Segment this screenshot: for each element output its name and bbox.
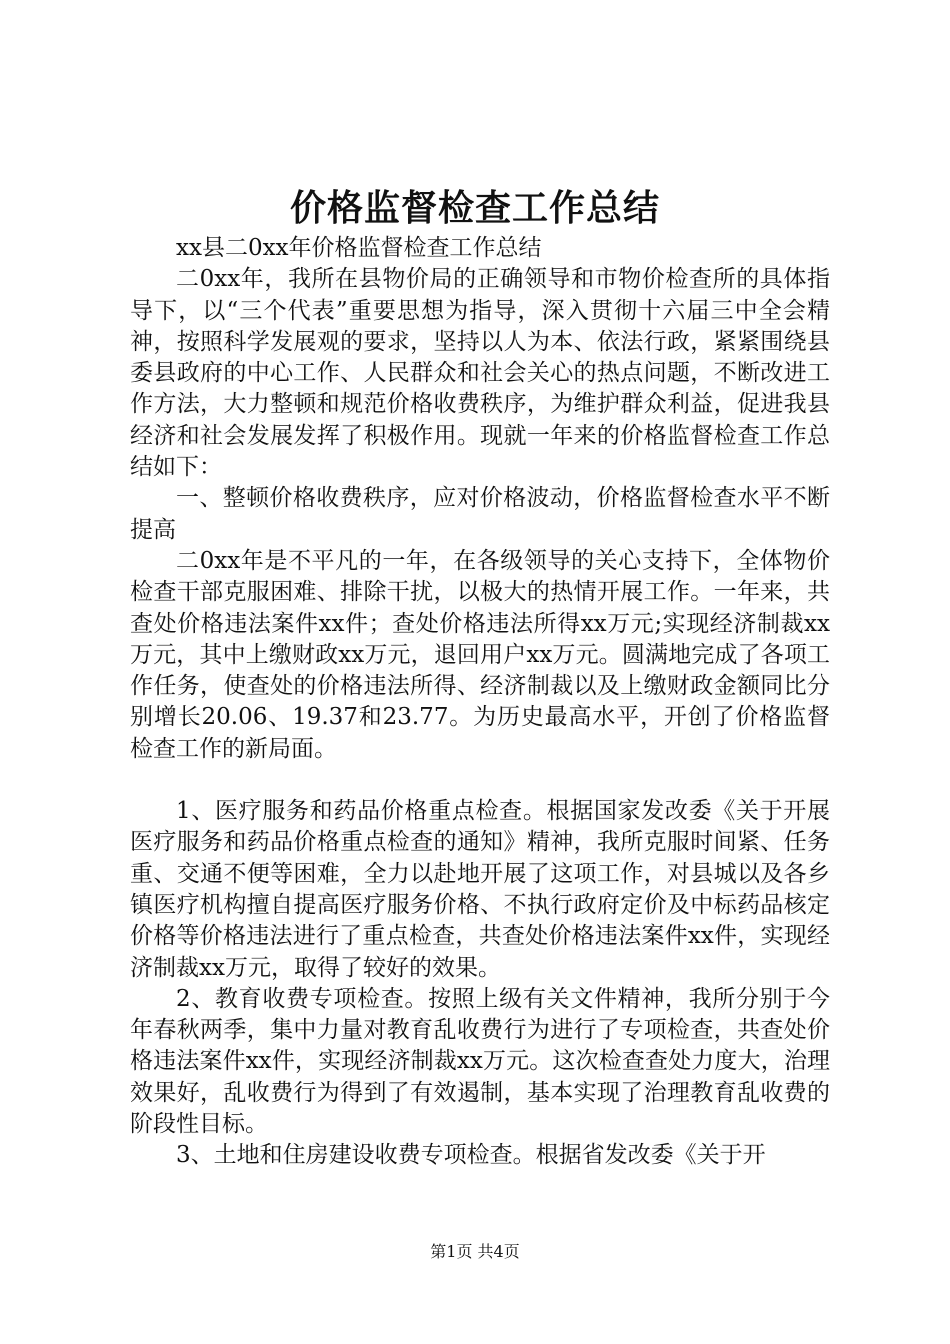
section-heading: 一、整顿价格收费秩序，应对价格波动，价格监督检查水平不断提高 (130, 485, 830, 543)
summary-paragraph: 二0xx年是不平凡的一年，在各级领导的关心支持下，全体物价检查干部克服困难、排除干扰，以极大的热情开展工作。一年来，共查处价格违法案件xx件；查处价格违法所得xx万元;实现经济制裁xx万元，其中上缴财政xx万元，退回用户xx万元。圆满地完成了各项工作任务，使查处的价格违法所得、经济制裁以及上缴财政金额同比分别增长20.06、19.37和23.77。为历史最高水平，开创了价格监督检查工作的新局面。 (130, 547, 830, 762)
page-footer: 第1页 共4页 (430, 1242, 520, 1261)
item-paragraph-2: 2、教育收费专项检查。按照上级有关文件精神，我所分别于今年春秋两季，集中力量对教育乱收费行为进行了专项检查，共查处价格违法案件xx件，实现经济制裁xx万元。这次检查查处力度大，治理效果好，乱收费行为得到了有效遏制，基本实现了治理教育乱收费的阶段性目标。 (130, 985, 830, 1138)
item-paragraph-1: 1、医疗服务和药品价格重点检查。根据国家发改委《关于开展医疗服务和药品价格重点检查的通知》精神，我所克服时间紧、任务重、交通不便等困难，全力以赴地开展了这项工作，对县城以及各乡镇医疗机构擅自提高医疗服务价格、不执行政府定价及中标药品核定价格等价格违法进行了重点检查，共查处价格违法案件xx件，实现经济制裁xx万元，取得了较好的效果。 (130, 798, 830, 981)
document-body (130, 233, 830, 1172)
subtitle-paragraph: xx县二0xx年价格监督检查工作总结 (176, 235, 542, 261)
item-paragraph-3: 3、土地和住房建设收费专项检查。根据省发改委《关于开 (176, 1142, 766, 1169)
document-title: 价格监督检查工作总结 (289, 187, 660, 229)
intro-paragraph: 二0xx年，我所在县物价局的正确领导和市物价检查所的具体指导下，以“三个代表”重要思想为指导，深入贯彻十六届三中全会精神，按照科学发展观的要求，坚持以人为本、依法行政，紧紧围绕县委县政府的中心工作、人民群众和社会关心的热点问题，不断改进工作方法，大力整顿和规范价格收费秩序，为维护群众利益，促进我县经济和社会发展发挥了积极作用。现就一年来的价格监督检查工作总结如下： (130, 266, 830, 481)
